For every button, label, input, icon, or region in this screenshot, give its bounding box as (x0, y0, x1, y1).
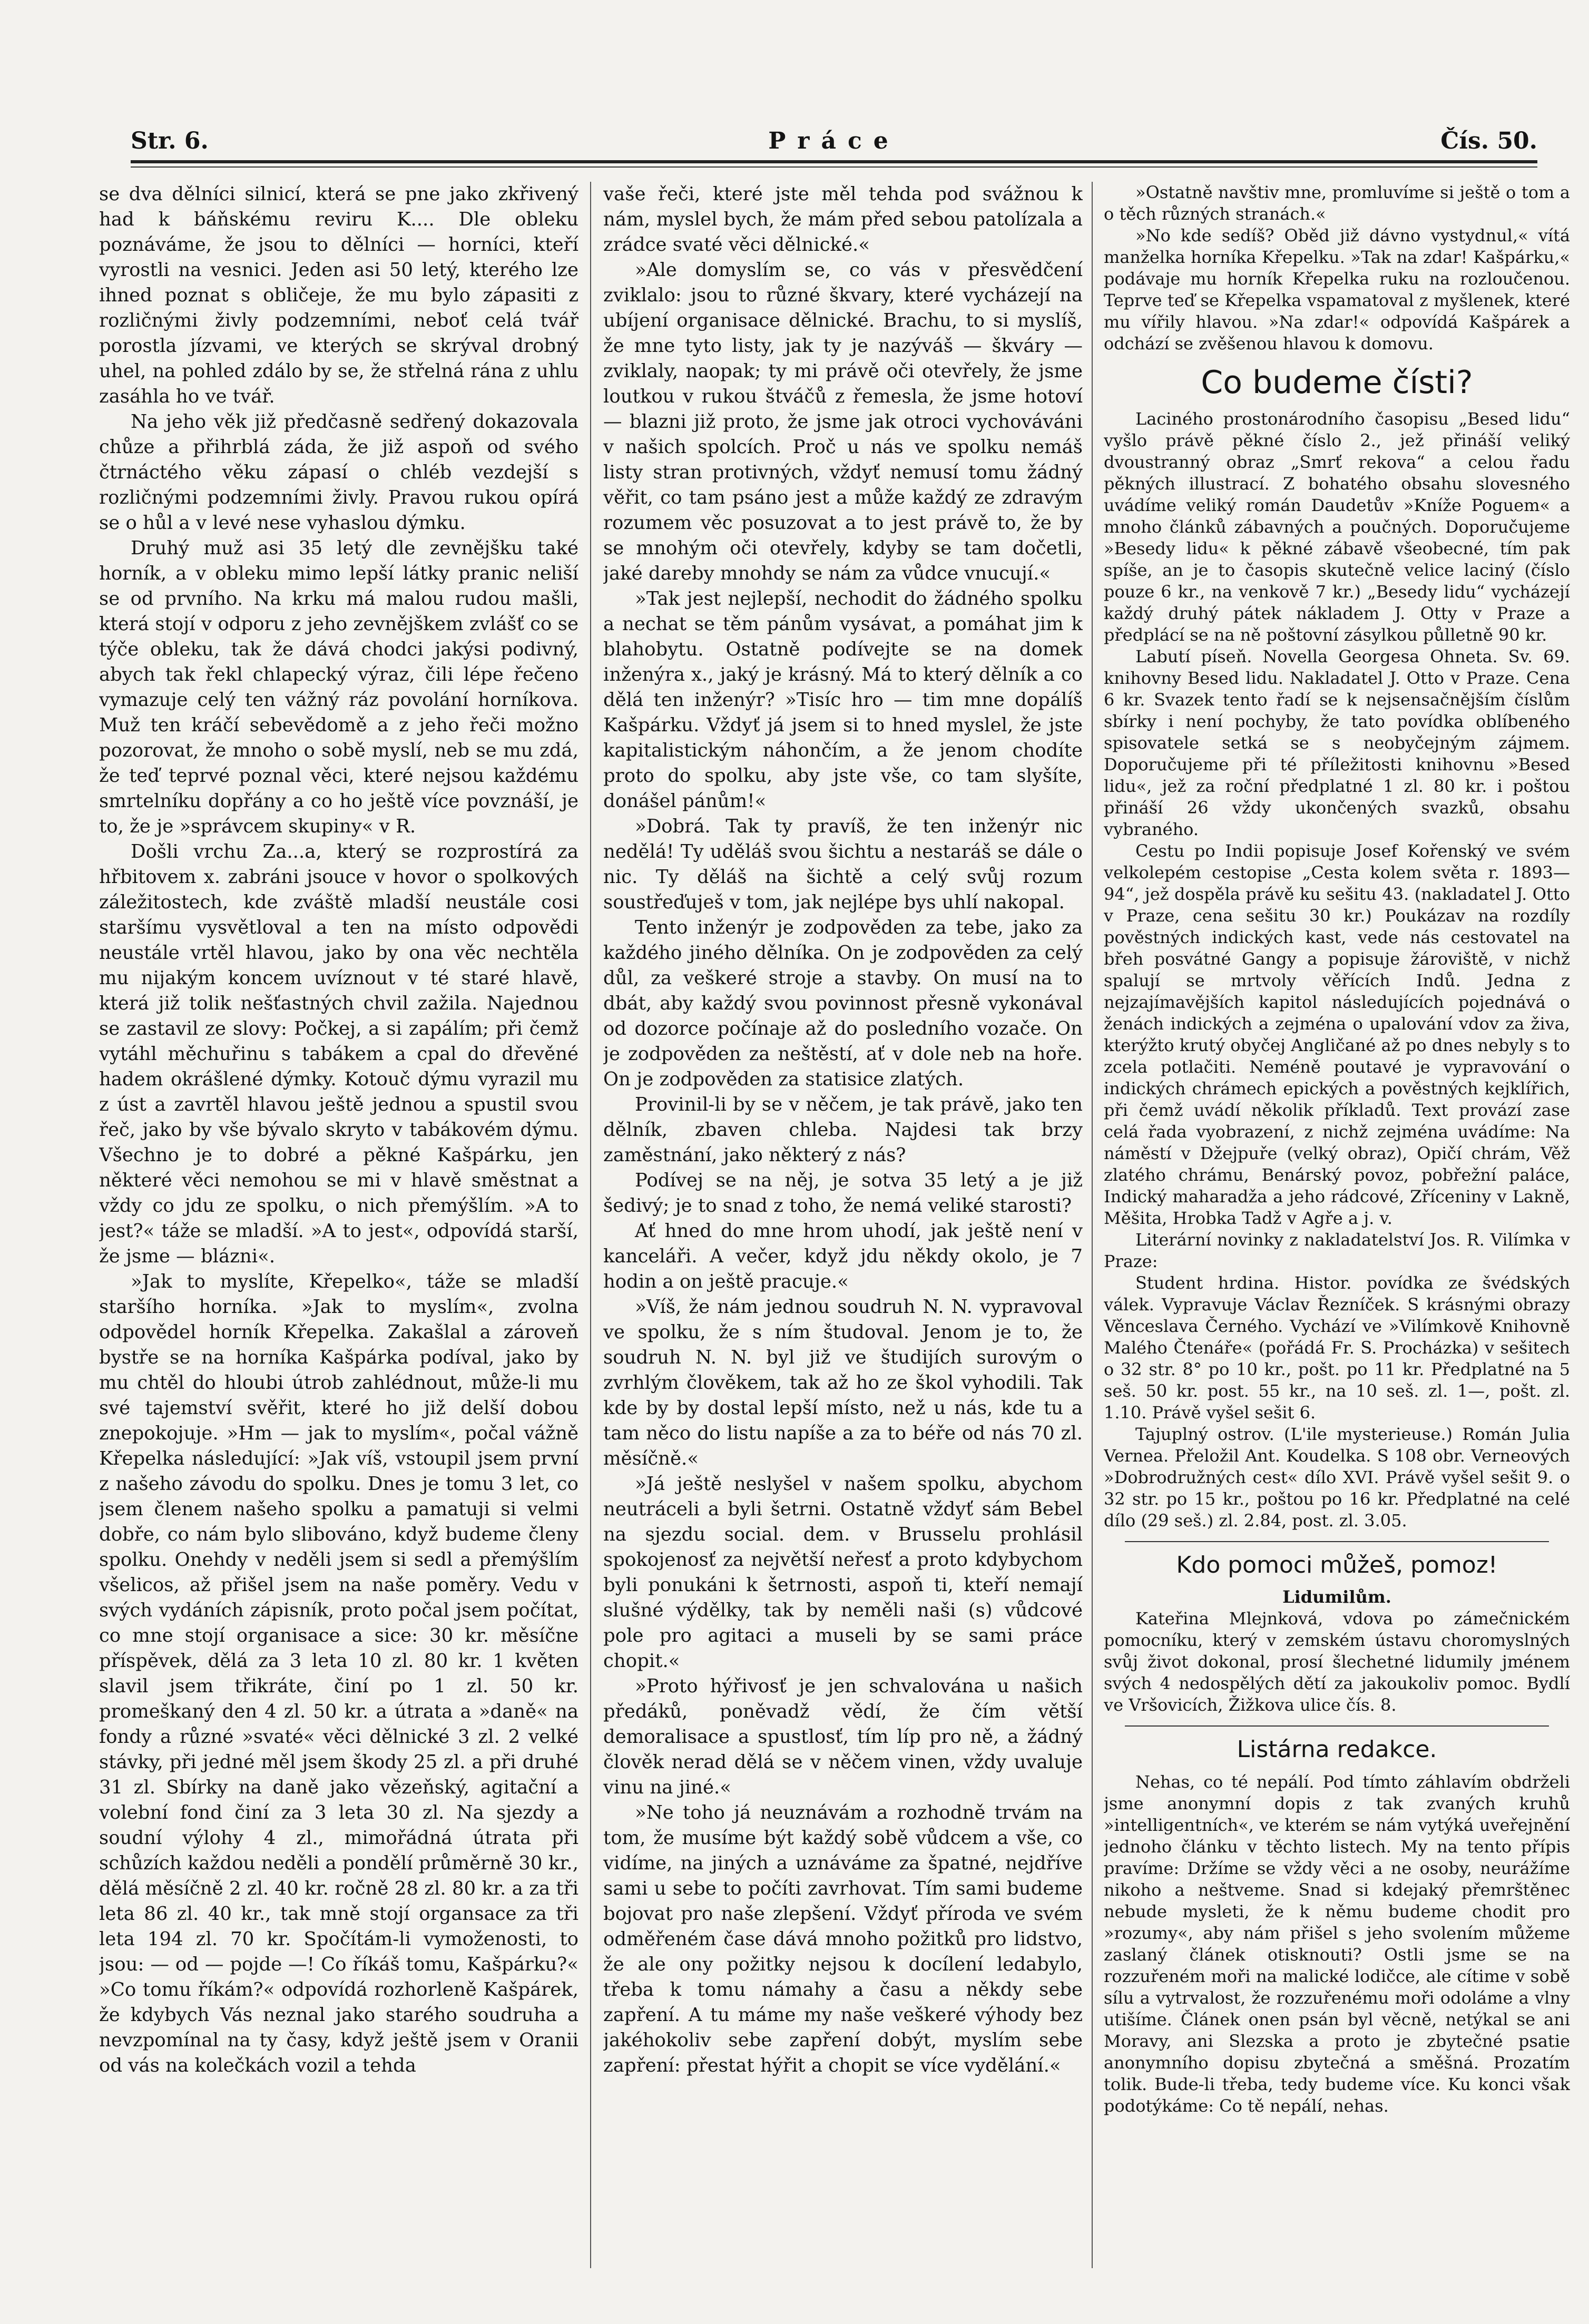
section-divider (1125, 1725, 1549, 1727)
paragraph: Provinil-li by se v něčem, je tak právě, jako ten dělník, zbaven chleba. Najdesi tak brzy zaměstnání, jako některý z nás? (603, 1094, 1083, 1166)
column-2 (603, 182, 1083, 2268)
column-divider-1 (590, 182, 591, 2268)
paragraph: Nehas, co té nepálí. Pod tímto záhlavím obdrželi jsme anonymní dopis z tak zvaných kruhů »intelligentních«, ve kterém se nám vytýká uveřejnění jednoho článku v těchto listech. My na tento přípis pravíme: Držíme se vždy věci a ne osoby, neurážíme nikoho a neštveme. Snad si kdejaký přemrštěnec nebude mysleti, že k němu budeme chodit pro »rozumy«, aby nám přišel s jeho svolením můžeme zaslaný článek otisknouti? Ostli jsme se na rozzuřeném moři na malické lodičce, ale cítime v sobě sílu a vytrvalost, že rozzuřenému moři odoláme a vlny utišíme. Článek onen psán byl věcně, netýkal se ani Moravy, ani Slezska a proto je zbytečné psatie anonymního dopisu zbytečná a směšná. Prozatím tolik. Bude-li třeba, tedy budeme více. Ku konci však podotýkáme: Co tě nepálí, nehas. (1104, 1771, 1570, 2116)
newspaper-title: Práce (768, 128, 900, 154)
paragraph: Ať hned do mne hrom uhodí, jak ještě není v kanceláři. A večer, když jdu někdy okolo, je 7 hodin a on ještě pracuje.« (603, 1220, 1083, 1292)
paragraph: »No kde sedíš? Oběd již dávno vystydnul,« vítá manželka horníka Křepelku. »Tak na zdar! Kašpárku,« podávaje mu horník Křepelka ruku na rozloučenou. Teprve teď se Křepelka vspamatoval z myšlenek, které mu vířily hlavou. »Na zdar!« odpovídá Kašpárek a odchází se zvěšenou hlavou k domovu. (1104, 225, 1570, 354)
header-rule-thin (131, 166, 1537, 168)
paragraph: se dva dělníci silnicí, která se pne jako zkřivený had k báňskému reviru K.... Dle obleku poznáváme, že jsou to dělníci — horníci, kteří vyrostli na vesnici. Jeden asi 50 letý, kterého lze ihned poznat s obličeje, že mu bylo zápasiti z rozličnými živly podzemními, neboť celá tvář porostla jízvami, ve kterých se skrýval drobný uhel, na pohled zdálo by se, že střelná rána z uhlu zasáhla ho ve tvář. (99, 183, 578, 407)
subheading: Lidumilům. (1282, 1587, 1391, 1607)
issue-number: Čís. 50. (1440, 128, 1537, 154)
page-number: Str. 6. (131, 128, 209, 154)
section-heading-reading: Co budeme čísti? (1201, 364, 1473, 401)
paragraph: Kateřina Mlejnková, vdova po zámečnickém pomocníku, který v zemském ústavu choromyslných svůj život dokonal, prosí šlechetné lidumily jménem svých 4 nedospělých dětí za jakoukoliv pomoc. Bydlí ve Vršovicích, Žižkova ulice čís. 8. (1104, 1609, 1570, 1715)
section-heading-letters: Listárna redakce. (1237, 1736, 1437, 1763)
section-divider (1125, 1541, 1549, 1542)
paragraph: Student hrdina. Histor. povídka ze švédských válek. Vypravuje Václav Řezníček. S krásnými obrazy Věnceslava Černého. Vychází ve »Vilímkově Knihovně Malého Čtenáře« (pořádá Fr. S. Procházka) v sešitech o 32 str. 8° po 10 kr., pošt. po 11 kr. Předplatné na 5 seš. 50 kr. post. 55 kr., na 10 seš. zl. 1—, pošt. zl. 1.10. Právě vyšel sešit 6. (1104, 1273, 1570, 1423)
paragraph: »Ale domyslím se, co vás v přesvědčení zviklalo: jsou to různé škvary, které vycházejí na ubíjení organisace dělnické. Brachu, to si myslíš, že mne tyto listy, jak ty je nazýváš — škváry — zviklaly, naopak; ty mi právě oči otevřely, že jsme loutkou v rukou štváčů z řemesla, že jsme hotoví — blazni již proto, že jsme jak otroci vychováváni v našich spolcích. Proč u nás ve spolku nemáš listy stran protivných, vždyť nemusí tomu žádný věřit, co tam psáno jest a může každý ze zdravým rozumem věc posuzovat a to jest právě to, že by se mnohým oči otevřely, kdyby se tam dočetli, jaké dareby mnohdy se nám za vůdce vnucují.« (603, 259, 1083, 584)
paragraph: vaše řeči, které jste měl tehda pod svážnou k nám, myslel bych, že mám před sebou patolízala a zrádce svaté věci dělnické.« (603, 183, 1083, 256)
page-header (131, 125, 1537, 157)
paragraph: Došli vrchu Za...a, který se rozprostírá za hřbitovem x. zabráni jsouce v hovor o spolkových záležitostech, kde zváště mladší neustále cosi staršímu vysvětloval a ten na místo odpovědi neustále vrtěl hlavou, jako by ona věc nechtěla mu nijakým koncem uvíznout v té staré hlavě, která již tolik nešťastných chvil zažila. Najednou se zastavil ze slovy: Počkej, a si zapálím; při čemž vytáhl měchuřinu s tabákem a cpal do dřevěné hadem okrášlené dýmky. Kotouč dýmu vyrazil mu z úst a zavrtěl hlavou ještě jednou a spustil svou řeč, jako by vše bývalo skryto v tabákovém dýmu. Všechno je to dobré a pěkné Kašpárku, jen některé věci nemohou se mi v hlavě směstnat a vždy co jdu ze spolku, o nich přemýšlím. »A to jest?« táže se mladší. »A to jest«, odpovídá starší, že jsme — blázni«. (99, 841, 578, 1267)
paragraph: Na jeho věk již předčasně sedřený dokazovala chůze a přihrblá záda, že již aspoň od svého čtrnáctého věku zápasí o chléb vezdejší s rozličnými podzemními živly. Pravou rukou opírá se o hůl a v levé nese vyhaslou dýmku. (99, 411, 578, 534)
paragraph: »Já ještě neslyšel v našem spolku, abychom neutráceli a byli šetrni. Ostatně vždyť sám Bebel na sjezdu social. dem. v Brusselu prohlásil spokojenosť za největší neřesť a proto kdybychom byli ponukáni k šetrnosti, aspoň ti, kteří nemají slušné výdělky, tak by neměli naši (s) vůdcové pole pro agitaci a museli by se sami práce chopit.« (603, 1473, 1083, 1672)
paragraph: Literární novinky z nakladatelství Jos. R. Vilímka v Praze: (1104, 1230, 1570, 1271)
column-divider-2 (1092, 182, 1093, 2268)
paragraph: »Proto hýřivosť je jen schvalována u našich předáků, poněvadž vědí, že čím větší demoralisace a spustlosť, tím líp pro ně, a žádný člověk nerad dělá se v něčem vinen, vždy uvaluje vinu na jiné.« (603, 1675, 1083, 1798)
paragraph: Druhý muž asi 35 letý dle zevnějšku také horník, a v obleku mimo lepší látky pranic neliší se od prvního. Na krku má malou rudou mašli, která stojí v odporu z jeho zevnějškem zvlášť co se týče obleku, tak že dává chodci jakýsi podivný, abych tak řekl chlapecký výraz, čili lépe řečeno vymazuje celý ten vážný ráz povolání horníkova. Muž ten kráčí sebevědomě a z jeho řeči možno pozorovat, že mnoho o sobě myslí, neb se mu zdá, že teď teprvé poznal věci, které nejsou každému smrtelníku dopřány a co ho ještě více povznáší, je to, že je »správcem skupiny« v R. (99, 537, 578, 837)
column-3 (1104, 182, 1570, 2268)
paragraph: Laciného prostonárodního časopisu „Besed lidu“ vyšlo právě pěkné číslo 2., jež přináší veliký dvoustranný obraz „Smrť rekova“ a celou řadu pěkných illustrací. Z bohatého obsahu slovesného uvádíme veliký román Daudetův »Kníže Poguem« a mnoho článků zábavných a poučných. Doporučujeme »Besedy lidu« k pěkné zábavě všeobecné, tím pak spíše, an je to časopis skutečně velice laciný (číslo pouze 6 kr., na venkově 7 kr.) „Besedy lidu“ vycházejí každý druhý pátek nákladem J. Otty v Praze a předplácí se na ně poštovní zásylkou půlletně 90 kr. (1104, 409, 1570, 645)
paragraph: Tajuplný ostrov. (L'ile mysterieuse.) Román Julia Vernea. Přeložil Ant. Koudelka. S 108 obr. Verneových »Dobrodružných cest« dílo XVI. Právě vyšel sešit 9. o 32 str. po 15 kr., poštou po 16 kr. Předplatné na celé dílo (29 seš.) zl. 2.84, post. zl. 3.05. (1104, 1424, 1570, 1531)
paragraph: Podívej se na něj, je sotva 35 letý a je již šedivý; je to snad z toho, že nemá veliké starosti? (603, 1170, 1083, 1217)
paragraph: »Ostatně navštiv mne, promluvíme si ještě o tom a o těch různých stranách.« (1104, 182, 1570, 224)
paragraph: Labutí píseň. Novella Georgesa Ohneta. Sv. 69. knihovny Besed lidu. Nakladatel J. Otto v Praze. Cena 6 kr. Svazek tento řadí se k nejsensačnějším číslům sbírky i není pochyby, že tato povídka oblíbeného spisovatele setká se s neobyčejným zájmem. Doporučujeme při té příležitosti knihovnu »Besed lidu«, jež za roční předplatné 1 zl. 80 kr. i poštou přináší 26 vždy ukončených svazků, obsahu vybraného. (1104, 646, 1570, 839)
paragraph: »Ne toho já neuznávám a rozhodně trvám na tom, že musíme být každý sobě vůdcem a vše, co vidíme, na jiných a uznáváme za špatné, nejdříve sami u sebe to počíti zavrhovat. Tím sami budeme bojovat pro naše zlepšení. Vždyť příroda ve svém odměřeném čase dává mnoho požitků pro lidstvo, že ale ony požitky nejsou k docílení ledabylo, třeba k tomu námahy a času a někdy sebe zapření. A tu máme my naše veškeré výhody bez jakéhokoliv sebe zapření dobýt, myslím sebe zapření: přestat hýřit a chopit se více vydělání.« (603, 1802, 1083, 2076)
paragraph: Tento inženýr je zodpověden za tebe, jako za každého jiného dělníka. On je zodpověden za celý důl, za veškeré stroje a stavby. On musí na to dbát, aby každý svou povinnost přesně vykonával od dozorce počínaje až do posledního vozače. On je zodpověden za neštěstí, ať v dole neb na hoře. On je zodpověden za statisice zlatých. (603, 917, 1083, 1090)
paragraph: »Tak jest nejlepší, nechodit do žádného spolku a nechat se těm pánům vysávat, a pomáhat jim k blahobytu. Ostatně podívejte se na domek inženýra x., jaký je krásný. Má to který dělník a co dělá ten inženýr? »Tisíc hro — tim mne dopálíš Kašpárku. Vždyť já jsem si to hned myslel, že jste kapitalistickým náhončím, a že jenom chodíte proto do spolku, aby jste vše, co tam slyšíte, donášel pánům!« (603, 588, 1083, 812)
section-heading-help: Kdo pomoci můžeš, pomoz! (1176, 1552, 1498, 1578)
paragraph: »Víš, že nám jednou soudruh N. N. vypravoval ve spolku, že s ním študoval. Jenom je to, že soudruh N. N. byl již ve študijích surovým o zvrhlým člověkem, tak až ho ze škol vyhodili. Tak kde by by dostal lepší místo, než u nás, kde tu a tam něco do listu napíše a za to béře od nás 70 zl. měsíčně.« (603, 1296, 1083, 1469)
paragraph: »Jak to myslíte, Křepelko«, táže se mladší staršího horníka. »Jak to myslím«, zvolna odpovědel horník Křepelka. Zakašlal a zároveň bystře se na horníka Kašpárka podíval, jako by mu chtěl do hloubi útrob zahlédnout, může-li mu své tajemství svěřit, které ho již delší dobou znepokojuje. »Hm — jak to myslím«, počal vážně Křepelka následující: »Jak víš, vstoupil jsem první z našeho závodu do spolku. Dnes je tomu 3 let, co jsem členem našeho spolku a pamatuji si velmi dobře, co nám bylo slibováno, když budeme členy spolku. Onehdy v neděli jsem si sedl a přemýšlím všelicos, až přišel jsem na naše poměry. Vedu v svých vydáních zápisník, proto počal jsem počítat, co mne stojí organisace a sice: 30 kr. měsíčne příspěvek, dělá za 3 leta 10 zl. 80 kr. 1 květen slavil jsem třikráte, činí po 1 zl. 50 kr. promeškaný den 4 zl. 50 kr. a útrata a »daně« na fondy a různé »svaté« věci dělnické 3 zl. 2 velké stávky, při jedné měl jsem škody 25 zl. a při druhé 31 zl. Sbírky na daně jako vězeňský, agitační a volební fond činí za 3 leta 30 zl. Na sjezdy a soudní výlohy 4 zl., mimořádná útrata při schůzích každou neděli a pondělí průměrně 30 kr., dělá měsíčně 2 zl. 40 kr. ročně 28 zl. 80 kr. a za tři leta 86 zl. 40 kr., tak mně stojí organsace za tři leta 194 zl. 70 kr. Spočítám-li vymoženosti, to jsou: — od — pojde —! Co říkáš tomu, Kašpárku?« »Co tomu říkám?« odpovídá rozhorleně Kašpárek, že kdybych Vás neznal jako starého soudruha a nevzpomínal na ty časy, když ještě jsem v Oranii od vás na kolečkách vozil a tehda (99, 1271, 578, 2076)
paragraph: Cestu po Indii popisuje Josef Kořenský ve svém velkolepém cestopise „Cesta kolem světa r. 1893—94“, jež dospěla právě ku sešitu 43. (nakladatel J. Otto v Praze, cena sešitu 30 kr.) Poukázav na rozdíly pověstných indických kast, vede nás cestovatel na břeh posvátné Gangy a popisuje žároviště, v nichž spalují se mrtvoly věřících Indů. Jedna z nejzajímavějších kapitol následujících pojednává o ženách indických a zejména o upalování vdov za živa, kterýžto krutý obyčej Angličané až po dnes nebyly s to zcela potlačiti. Neméně poutavé je vypravování o indických chrámech epických a pověstných kejklířich, při čemž uvádí několik příkladů. Text provází zase celá řada vyobrazení, z nichž zejména uvádíme: Na náměstí v Džejpuře (velký obraz), Opičí chrám, Věž zlatého chrámu, Benárský povoz, pobřežní paláce, Indický maharadža a jeho rádcové, Zříceniny v Lakně, Měšita, Hrobka Tadž v Agře a j. v. (1104, 841, 1570, 1228)
column-1 (99, 182, 578, 2268)
header-rule (131, 160, 1537, 163)
paragraph: »Dobrá. Tak ty pravíš, že ten inženýr nic nedělá! Ty uděláš svou šichtu a nestaráš se dále o nic. Ty děláš na šichtě a celý svůj rozum soustřeďuješ v tom, jak nejlépe bys uhlí nakopal. (603, 816, 1083, 913)
